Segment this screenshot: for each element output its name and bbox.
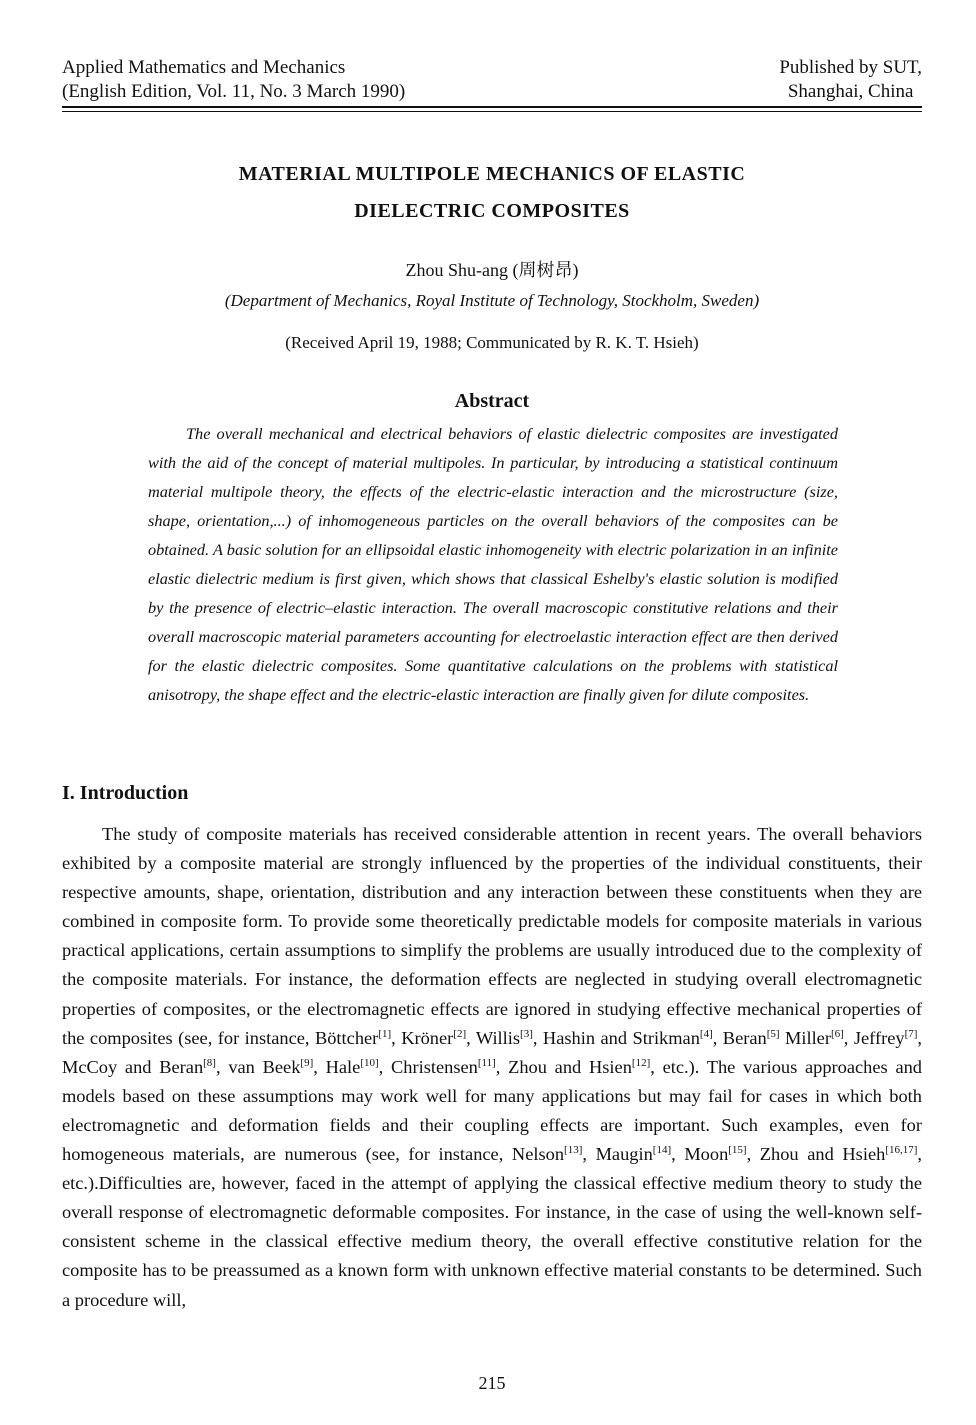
intro-text: , Hale <box>313 1056 361 1077</box>
intro-text: , etc.). The various approaches and models based on these assumptions may work well for many applications but may fail for cases in which both electromagnetic and deformation fields and their coupling effects are important. Such examples, even for homogeneous materials, are numerous (see, for instance, Nelson <box>62 1056 923 1165</box>
title-line-1: MATERIAL MULTIPOLE MECHANICS OF ELASTIC <box>238 163 746 185</box>
journal-edition: (English Edition, Vol. 11, No. 3 March 1990) <box>62 81 406 102</box>
author-name: Zhou Shu-ang (周树昂) <box>405 260 579 280</box>
abstract-heading: Abstract <box>454 390 530 412</box>
intro-text: Miller <box>779 1027 831 1048</box>
title-line-2: DIELECTRIC COMPOSITES <box>354 200 630 222</box>
introduction-paragraph <box>62 820 922 1315</box>
citation-ref: [6] <box>830 1027 844 1040</box>
intro-text: , etc.).Difficulties are, however, faced in the attempt of applying the classical effective medium theory to study the overall response of electromagnetic deformable composites. For instance, in the case of using the well-known self-consistent scheme in the classical effective medium theory, the overall effective constitutive relation for the composite has to be preassumed as a known form with unknown effective material constants to be determined. Such a procedure will, <box>62 1144 922 1310</box>
citation-ref: [13] <box>564 1143 583 1156</box>
intro-text: , Hashin and Strikman <box>532 1027 700 1048</box>
citation-ref: [12] <box>631 1056 651 1069</box>
intro-text: , Jeffrey <box>843 1027 905 1048</box>
intro-text: , McCoy and Beran <box>62 1027 923 1077</box>
paper-title <box>62 156 922 230</box>
journal-citation <box>62 56 405 104</box>
citation-ref: [15] <box>728 1143 747 1156</box>
intro-text: , Moon <box>671 1144 729 1165</box>
intro-text: , Christensen <box>378 1056 478 1077</box>
intro-text: , Zhou and Hsieh <box>746 1144 886 1165</box>
publisher-location: Shanghai, China <box>787 81 914 102</box>
journal-name: Applied Mathematics and Mechanics <box>62 57 346 78</box>
abstract-text: The overall mechanical and electrical behaviors of elastic dielectric composites are investigated with the aid of the concept of material multipoles. In particular, by introducing a statistical continuum material multipole theory, the effects of the electric-elastic interaction and the microstructure (size, shape, orientation,...) of inhomogeneous particles on the overall behaviors of the composites can be obtained. A basic solution for an ellipsoidal elastic inhomogeneity with electric polarization in an infinite elastic dielectric medium is first given, which shows that classical Eshelby's elastic solution is modified by the presence of electric–elastic interaction. The overall macroscopic constitutive relations and their overall macroscopic material parameters accounting for electroelastic interaction effect are then derived for the elastic dielectric composites. Some quantitative calculations on the problems with statistical anisotropy, the shape effect and the electric-elastic interaction are finally given for dilute composites. <box>148 424 838 704</box>
citation-ref: [8] <box>203 1056 216 1069</box>
publisher-info <box>779 56 922 104</box>
header-rule-thick <box>62 106 922 108</box>
citation-ref: [1] <box>378 1027 392 1040</box>
intro-text: , Beran <box>712 1027 767 1048</box>
intro-text: The study of composite materials has received considerable attention in recent years. The overall behaviors exhibited by a composite material are strongly influenced by the properties of the individual constituents, their respective amounts, shape, orientation, distribution and any interaction between these constituents when they are combined in composite form. To provide some theoretically predictable models for composite materials in various practical applications, certain assumptions to simplify the problems are usually introduced due to the complexity of the composite materials. For instance, the deformation effects are neglected in studying overall electromagnetic properties of composites, or the electromagnetic effects are ignored in studying effective mechanical properties of the composites (see, for instance, Böttcher <box>62 824 922 1048</box>
citation-ref: [2] <box>453 1027 467 1040</box>
citation-ref: [16,17] <box>885 1143 918 1156</box>
received-note: (Received April 19, 1988; Communicated by R. K. T. Hsieh) <box>285 333 699 352</box>
citation-ref: [10] <box>360 1056 379 1069</box>
intro-text: , Zhou and Hsien <box>495 1056 632 1077</box>
citation-ref: [11] <box>477 1056 496 1069</box>
intro-text: , Maugin <box>582 1144 653 1165</box>
publisher-name: Published by SUT, <box>779 57 922 78</box>
intro-text: , Kröner <box>391 1027 454 1048</box>
citation-ref: [14] <box>652 1143 672 1156</box>
header-rule-thin <box>62 111 922 112</box>
citation-ref: [7] <box>904 1027 918 1040</box>
citation-ref: [4] <box>699 1027 713 1040</box>
author-affiliation: (Department of Mechanics, Royal Institute of Technology, Stockholm, Sweden) <box>224 291 760 310</box>
citation-ref: [5] <box>766 1027 780 1040</box>
section-heading-introduction: I. Introduction <box>62 782 189 804</box>
page-number: 215 <box>478 1373 506 1393</box>
citation-ref: [3] <box>520 1027 533 1040</box>
intro-text: , van Beek <box>215 1056 301 1077</box>
intro-text: , Willis <box>466 1027 521 1048</box>
citation-ref: [9] <box>300 1056 314 1069</box>
